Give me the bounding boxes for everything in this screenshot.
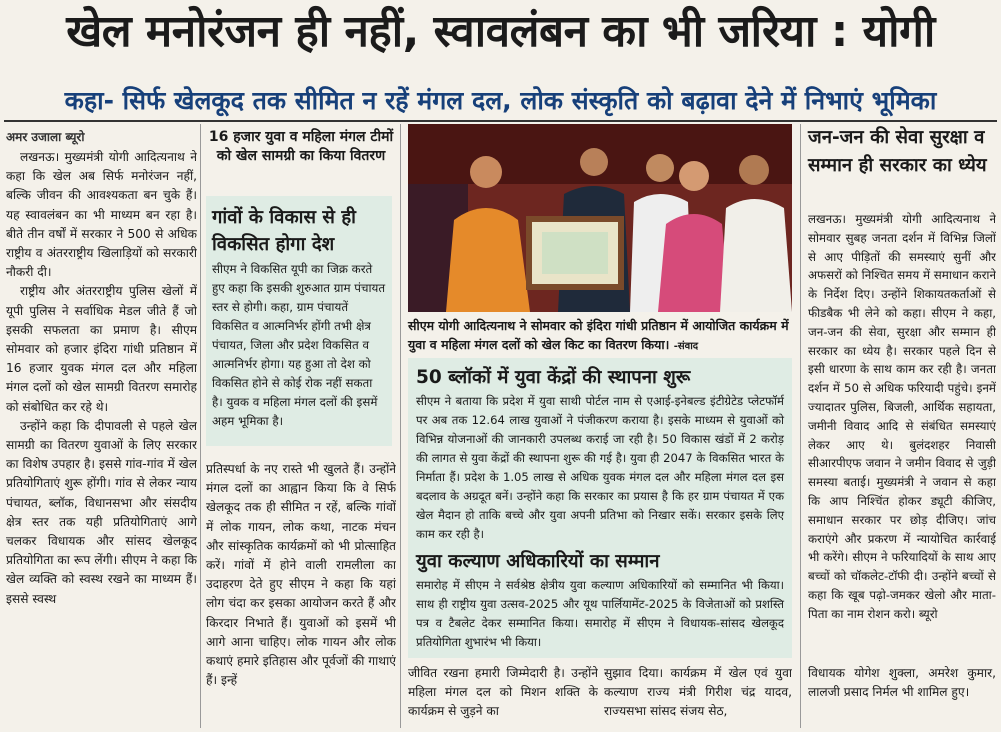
sidebar-box-villages	[206, 196, 392, 446]
byline: अमर उजाला ब्यूरो	[6, 130, 85, 144]
column-divider	[800, 124, 801, 728]
box-heading: 50 ब्लॉकों में युवा केंद्रों की स्थापना शुरू	[416, 367, 691, 388]
box-text: सीएम ने विकसित यूपी का जिक्र करते हुए कहा कि इसकी शुरुआत ग्राम पंचायत स्तर से होगी। कहा, ग्राम पंचायतें विकसित व आत्मनिर्भर होंगी तभी क्षेत्र पंचायत, जिला और प्रदेश विकसित व आत्मनिर्भर होगा। यह हुआ तो देश को विकसित होने से कोई रोक नहीं सकता है। युवक व महिला मंगल दलों की इसमें अहम भूमिका है।	[212, 262, 386, 428]
event-photo	[408, 124, 792, 312]
box-heading: युवा कल्याण अधिकारियों का सम्मान	[416, 551, 660, 572]
sidebar-box-youth	[408, 358, 792, 658]
photo-credit: -संवाद	[673, 341, 699, 352]
paragraph: उन्होंने कहा कि दीपावली से पहले खेल सामग्री का वितरण युवाओं के लिए सरकार का विशेष उपहार है। इससे गांव-गांव में खेल प्रतियोगिताएं शुरू होंगी। गांव से लेकर न्याय पंचायत, ब्लॉक, विधानसभा और संसदीय क्षेत्र स्तर तक यही प्रतियोगिताएं आगे चलकर विधायक और सांसद खेलकूद प्रतियोगिता का रूप लेंगी। सीएम ने कहा कि खेल व्यक्ति को स्वस्थ रखने का माध्यम हैं। इससे स्वस्थ	[6, 418, 197, 606]
headline: खेल मनोरंजन ही नहीं, स्वावलंबन का भी जरिया : योगी	[66, 6, 935, 57]
column-divider	[200, 124, 201, 728]
box-heading: गांवों के विकास से ही विकसित होगा देश	[212, 207, 356, 255]
column-5-text	[808, 210, 996, 662]
box-text: सीएम ने बताया कि प्रदेश में युवा साथी पोर्टल नाम से एआई-इनेबल्ड इंटीग्रेटेड प्लेटफॉर्म पर अब तक 12.64 लाख युवाओं ने पंजीकरण कराया है। इसके माध्यम से युवाओं को विभिन्न योजनाओं की जानकारी उपलब्ध कराई जा रही है। 50 विकास खंडों में 2 करोड़ की लागत से युवा केंद्रों की स्थापना शुरू की गई है। युवा ही 2047 के विकसित भारत के निर्माता हैं। प्रदेश के 1.05 लाख से अधिक युवक मंगल दल और महिला मंगल दल इस बदलाव के अग्रदूत बनें। उन्होंने कहा कि सरकार का प्रयास है कि हर ग्राम पंचायत में एक खेल मैदान हो ताकि बच्चे और युवा अपनी प्रतिभा को निखार सकें। सरकार इसके लिए काम कर रही है।	[416, 394, 784, 541]
photo-caption	[408, 316, 792, 356]
continuation-text: जीवित रखना हमारी जिम्मेदारी है। उन्होंने महिला मंगल दल को मिशन शक्ति के कार्यक्रम से जुड़ने का	[408, 666, 598, 719]
divider	[4, 120, 997, 122]
column-5-credit: ब्यूरो	[918, 606, 938, 621]
photo-illustration	[408, 124, 792, 312]
continuation-text: विधायक योगेश शुक्ला, अमरेश कुमार, लालजी प्रसाद निर्मल भी शामिल हुए।	[808, 666, 996, 700]
paragraph: लखनऊ। मुख्यमंत्री योगी आदित्यनाथ ने कहा कि खेल अब सिर्फ मनोरंजन नहीं, बल्कि जीवन की आवश्यकता बन चुके हैं। यह स्वावलंबन का भी माध्यम बन रहा है। बीते तीन वर्षों में सरकार ने 500 से अधिक राष्ट्रीय व अंतरराष्ट्रीय खिलाड़ियों को सरकारी नौकरी दी।	[6, 150, 197, 280]
column-2-text: प्रतिस्पर्धा के नए रास्ते भी खुलते हैं। उन्होंने मंगल दलों का आह्वान किया कि वे सिर्फ खेलकूद तक ही सीमित न रहें, बल्कि गांवों में लोक गायन, लोक कथा, नाटक मंचन और सांस्कृतिक कार्यक्रमों को भी प्रोत्साहित करें। गांवों में होने वाली रामलीला का उदाहरण देते हुए सीएम ने कहा कि यहां लोग चंदा कर इसका आयोजन करते हैं और किरदार निभाते हैं। युवाओं को इसमें भी आगे आना चाहिए। लोक गायन और लोक कथाएं हमारे इतिहास और पूर्वजों की गाथाएं हैं। इन्हें	[206, 462, 396, 688]
column-5-heading: जन-जन की सेवा सुरक्षा व सम्मान ही सरकार का ध्येय	[808, 127, 987, 176]
caption-text: सीएम योगी आदित्यनाथ ने सोमवार को इंदिरा गांधी प्रतिष्ठान में आयोजित कार्यक्रम में युवा व महिला मंगल दलों को खेल किट का वितरण किया।	[408, 318, 789, 352]
column-1-text	[6, 148, 197, 730]
column-2-subhead: 16 हजार युवा व महिला मंगल टीमों को खेल सामग्री का किया वितरण	[208, 129, 394, 164]
box-text: समारोह में सीएम ने सर्वश्रेष्ठ क्षेत्रीय युवा कल्याण अधिकारियों को सम्मानित भी किया। साथ ही राष्ट्रीय युवा उत्सव-2025 और यूथ पार्लियामेंट-2025 के विजेताओं को प्रशस्ति पत्र व टैबलेट देकर सम्मानित किया। समारोह में सीएम ने विधायक-सांसद खेलकूद प्रतियोगिता शुभारंभ भी किया।	[416, 578, 784, 649]
subheadline: कहा- सिर्फ खेलकूद तक सीमित न रहें मंगल दल, लोक संस्कृति को बढ़ावा देने में निभाएं भूमिका	[64, 86, 937, 115]
column-divider	[400, 124, 401, 728]
continuation-text: सुझाव दिया। कार्यक्रम में खेल एवं युवा कल्याण राज्य मंत्री गिरीश चंद्र यादव, राज्यसभा सांसद संजय सेठ,	[604, 666, 792, 719]
column-5-body: लखनऊ। मुख्यमंत्री योगी आदित्यनाथ ने सोमवार सुबह जनता दर्शन में विभिन्न जिलों से आए पीड़ितों की समस्याएं सुनीं और अफसरों को निश्चित समय में समाधान कराने के निर्देश दिए। उन्होंने शिकायतकर्ताओं से फीडबैक भी लेने को कहा। सीएम ने कहा, जन-जन की सेवा, सुरक्षा और सम्मान ही सरकार का ध्येय है। सरकार पहले दिन से इसी धारणा के साथ काम कर रही है। जनता दर्शन में 50 से अधिक फरियादी पहुंचे। इनमें ज्यादातर पुलिस, बिजली, आर्थिक सहायता, जमीनी विवाद आदि से संबंधित समस्याएं लेकर आए थे। बुलंदशहर निवासी सीआरपीएफ जवान ने जमीन विवाद से जुड़ी समस्या बताई। मुख्यमंत्री ने जवान से कहा कि आप निश्चिंत होकर ड्यूटी कीजिए, समाधान सरकार पर छोड़ दीजिए। जांच कराएंगे और प्रकरण में न्यायोचित कार्रवाई भी करेंगे। सीएम ने फरियादियों के साथ आए बच्चों को चॉकलेट-टॉफी दी। उन्होंने बच्चों से कहा कि खूब पढ़ो-जमकर खेलो और माता-पिता का नाम रोशन करो।	[808, 212, 996, 621]
paragraph: राष्ट्रीय और अंतरराष्ट्रीय पुलिस खेलों में यूपी पुलिस ने सर्वाधिक मेडल जीते हैं जो इसकी सफलता का प्रमाण है। सीएम सोमवार को हजार इंदिरा गांधी प्रतिष्ठान में 16 हजार युवक मंगल दल और महिला मंगल दलों को खेल सामग्री वितरण समारोह को संबोधित कर रहे थे।	[6, 284, 197, 414]
